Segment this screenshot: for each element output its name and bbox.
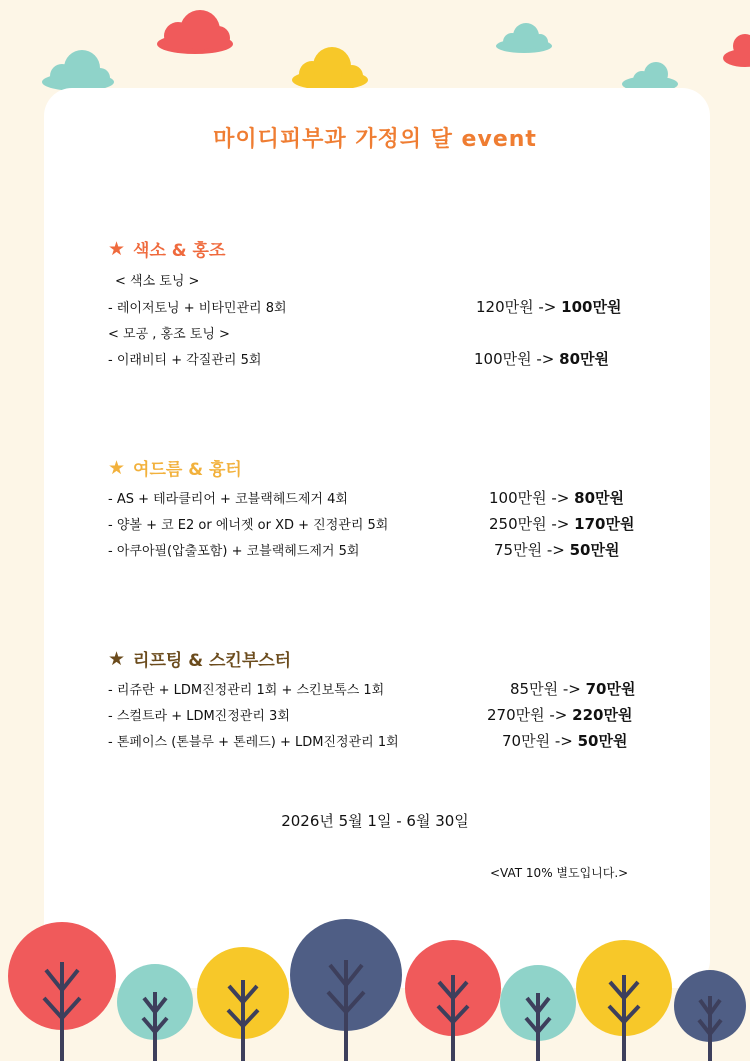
- section-heading-lifting: [108, 646, 291, 671]
- section-heading-label: 여드름 & 흉터: [133, 460, 242, 480]
- list-item: < 색소 토닝 >: [115, 274, 200, 289]
- list-item: - 리쥬란 + LDM진정관리 1회 + 스킨보톡스 1회: [108, 683, 385, 698]
- price-new: 50만원: [569, 541, 620, 559]
- price-old: 270만원 ->: [487, 706, 568, 724]
- list-item: - 아쿠아필(압출포함) + 코블랙헤드제거 5회: [108, 544, 360, 559]
- price-label: [502, 730, 627, 751]
- price-old: 100만원 ->: [474, 350, 555, 368]
- price-old: 85만원 ->: [510, 680, 581, 698]
- list-item: - AS + 테라클리어 + 코블랙헤드제거 4회: [108, 492, 348, 507]
- tree-icon: [674, 970, 746, 1061]
- section-heading-label: 리프팅 & 스킨부스터: [133, 651, 292, 671]
- price-new: 80만원: [574, 489, 625, 507]
- price-new: 70만원: [585, 680, 636, 698]
- list-item: - 레이저토닝 + 비타민관리 8회: [108, 301, 287, 316]
- price-new: 220만원: [572, 706, 633, 724]
- tree-icon: [197, 947, 289, 1061]
- tree-icon: [405, 940, 501, 1061]
- tree-icon: [500, 965, 576, 1061]
- vat-note: <VAT 10% 별도입니다.>: [490, 866, 629, 880]
- price-label: [476, 296, 621, 317]
- price-new: 170만원: [574, 515, 635, 533]
- price-new: 100만원: [561, 298, 622, 316]
- list-item: - 양볼 + 코 E2 or 에너젯 or XD + 진정관리 5회: [108, 518, 389, 533]
- price-old: 250만원 ->: [489, 515, 570, 533]
- price-old: 120만원 ->: [476, 298, 557, 316]
- event-period: 2026년 5월 1일 - 6월 30일: [281, 812, 469, 830]
- price-label: [494, 539, 619, 560]
- price-old: 75만원 ->: [494, 541, 565, 559]
- tree-icon: [8, 922, 116, 1061]
- price-label: [510, 678, 635, 699]
- star-icon: ★: [108, 237, 126, 260]
- price-label: [489, 487, 624, 508]
- price-old: 70만원 ->: [502, 732, 573, 750]
- price-label: [489, 513, 634, 534]
- tree-icon: [117, 964, 193, 1061]
- section-heading-acne: [108, 455, 242, 480]
- price-new: 80만원: [559, 350, 610, 368]
- tree-icon: [290, 919, 402, 1061]
- list-item: - 톤페이스 (톤블루 + 톤레드) + LDM진정관리 1회: [108, 735, 399, 750]
- price-new: 50만원: [577, 732, 628, 750]
- price-label: [487, 704, 632, 725]
- section-heading-pigment: [108, 236, 225, 261]
- price-label: [474, 348, 609, 369]
- list-item: < 모공 , 홍조 토닝 >: [108, 327, 230, 342]
- price-old: 100만원 ->: [489, 489, 570, 507]
- section-heading-label: 색소 & 홍조: [133, 241, 226, 261]
- star-icon: ★: [108, 456, 126, 479]
- star-icon: ★: [108, 647, 126, 670]
- tree-icon: [576, 940, 672, 1061]
- list-item: - 이래비티 + 각질관리 5회: [108, 353, 262, 368]
- list-item: - 스컬트라 + LDM진정관리 3회: [108, 709, 290, 724]
- page-title: 마이디피부과 가정의 달 event: [213, 127, 537, 152]
